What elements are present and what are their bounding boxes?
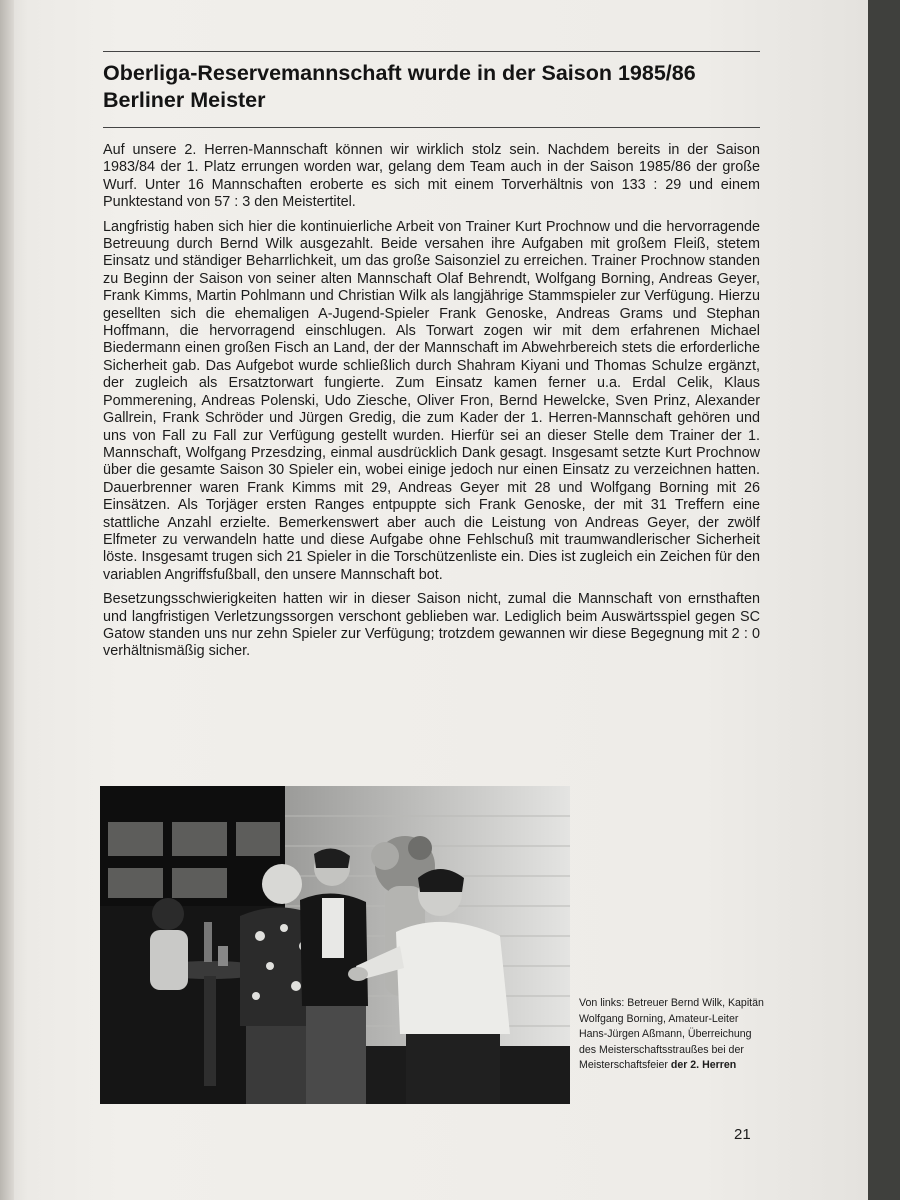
photo-caption: [579, 996, 769, 1074]
article-paragraph-3: Besetzungsschwierigkeiten hatten wir in dieser Saison nicht, zumal die Mannschaft von ernsthaften und langfristigen Verletzungssorgen verschont geblieben war. Lediglich beim Auswärtsspiel gegen SC Gatow standen uns nur zehn Spieler zur Verfügung; trotzdem gewannen wir diese Begegnung mit 2 : 0 verhältnismäßig sicher.: [103, 591, 760, 660]
article-headline: Oberliga-Reservemannschaft wurde in der Saison 1985/86 Berliner Meister: [103, 61, 696, 112]
article-paragraph-2: Langfristig haben sich hier die kontinuierliche Arbeit von Trainer Kurt Prochnow und die hervorragende Betreuung durch Bernd Wilk ausgezahlt. Beide versahen ihre Aufgaben mit großem Fleiß, stetem Einsatz und ständiger Beharrlichkeit, um das große Saisonziel zu erreichen. Trainer Prochnow standen zu Beginn der Saison von seiner alten Mannschaft Olaf Behrendt, Wolfgang Borning, Andreas Geyer, Frank Kimms, Martin Pohlmann und Christian Wilk als langjährige Stammspieler zur Verfügung. Hierzu gesellten sich die ehemaligen A-Jugend-Spieler Frank Genoske, Andreas Grams und Stephan Hoffmann, die hervorragend einschlugen. Als Torwart zogen wir mit dem erfahrenen Michael Biedermann einen großen Fisch an Land, der der Mannschaft im Abwehrbereich stets die erforderliche Sicherheit gab. Das Aufgebot wurde schließlich durch Shahram Kiyani und Thomas Schulze ergänzt, der zugleich als Ersatztorwart fungierte. Zum Einsatz kamen ferner u.a. Erdal Celik, Klaus Pommerening, Andreas Polenski, Udo Ziesche, Oliver Fron, Bernd Hewelcke, Sven Prinz, Alexander Gallrein, Frank Schröder und Jürgen Gredig, die zum Kader der 1. Herren-Mannschaft gehören und uns von Fall zu Fall zur Verfügung gestellt wurden. Hierfür sei an dieser Stelle dem Trainer der 1. Mannschaft, Wolfgang Przesdzing, einmal ausdrücklich Dank gesagt. Insgesamt setzte Kurt Prochnow über die gesamte Saison 30 Spieler ein, wobei einige jedoch nur einen Einsatz zu verzeichnen hatten. Dauerbrenner waren Frank Kimms mit 29, Andreas Geyer mit 28 und Wolfgang Borning mit 26 Einsätzen. Als Torjäger ersten Ranges entpuppte sich Frank Genoske, der mit 31 Treffern eine stattliche Anzahl erzielte. Bemerkenswert aber auch die Leistung von Andreas Geyer, der zwölf Elfmeter zu verwandeln hatte und diese Aufgabe ohne Fehlschuß mit traumwandlerischer Sicherheit löste. Insgesamt trugen sich 21 Spieler in die Torschützenliste ein. Dies ist zugleich ein Zeichen für den variablen Angriffsfußball, den unsere Mannschaft bot.: [103, 218, 760, 583]
photo-caption-text: Von links: Betreuer Bernd Wilk, Kapitän Wolfgang Borning, Amateur-Leiter Hans-Jürgen Aßmann, Überreichung des Meisterschaftsstraußes bei der Meisterschaftsfeier: [579, 997, 764, 1072]
page-binding-shadow: [0, 0, 14, 1200]
headline-bottom-rule: [103, 127, 760, 128]
article-paragraph-1: Auf unsere 2. Herren-Mannschaft können wir wirklich stolz sein. Nachdem bereits in der Saison 1983/84 der 1. Platz errungen worden war, gelang dem Team auch in der Saison 1985/86 der große Wurf. Unter 16 Mannschaften eroberte es sich mit einem Torverhältnis von 133 : 29 und einem Punktestand von 57 : 3 den Meistertitel.: [103, 142, 760, 211]
article-body: [103, 142, 760, 668]
photo-caption-bold: der 2. Herren: [670, 1059, 737, 1072]
photo-illustration: [100, 786, 570, 1104]
team-celebration-photo: [100, 786, 570, 1104]
page-number: 21: [734, 1126, 751, 1143]
headline-top-rule: [103, 51, 760, 52]
